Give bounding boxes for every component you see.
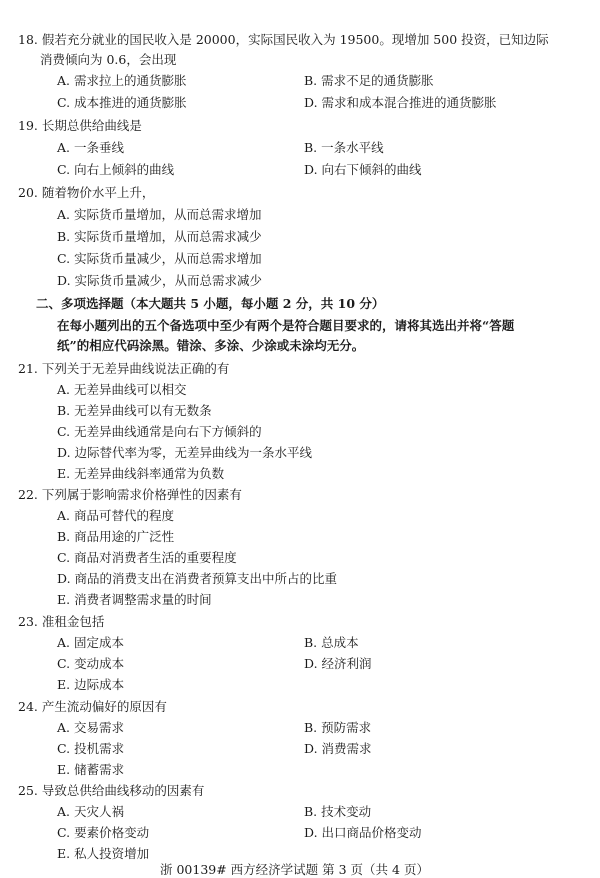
q18-option-c: C. 成本推进的通货膨胀: [57, 95, 187, 110]
q21-option-a: A. 无差异曲线可以相交: [57, 382, 187, 397]
q23-option-b: B. 总成本: [304, 635, 359, 650]
q24-stem: 24. 产生流动偏好的原因有: [18, 699, 167, 714]
q24-option-c: C. 投机需求: [57, 741, 125, 756]
q18-stem-line1: 18. 假若充分就业的国民收入是 20000，实际国民收入为 19500。现增加 500 投资，已知边际: [18, 32, 549, 47]
q18-option-a: A. 需求拉上的通货膨胀: [57, 73, 187, 88]
q18-stem-line2: 消费倾向为 0.6，会出现: [40, 52, 177, 67]
q22-option-c: C. 商品对消费者生活的重要程度: [57, 550, 237, 565]
q19-option-a: A. 一条垂线: [57, 140, 124, 155]
q23-stem: 23. 准租金包括: [18, 614, 105, 629]
q19-option-b: B. 一条水平线: [304, 140, 384, 155]
q21-option-d: D. 边际替代率为零，无差异曲线为一条水平线: [57, 445, 313, 460]
q25-option-b: B. 技术变动: [304, 804, 372, 819]
q22-option-b: B. 商品用途的广泛性: [57, 529, 175, 544]
q19-stem: 19. 长期总供给曲线是: [18, 118, 142, 133]
q25-option-a: A. 天灾人祸: [57, 804, 124, 819]
q25-option-e: E. 私人投资增加: [57, 846, 150, 861]
q21-option-c: C. 无差异曲线通常是向右下方倾斜的: [57, 424, 262, 439]
section2-heading: 二、多项选择题（本大题共 5 小题，每小题 2 分，共 10 分）: [36, 296, 385, 311]
q19-option-d: D. 向右下倾斜的曲线: [304, 162, 422, 177]
q19-option-c: C. 向右上倾斜的曲线: [57, 162, 175, 177]
q20-option-a: A. 实际货币量增加，从而总需求增加: [57, 207, 262, 222]
q23-option-e: E. 边际成本: [57, 677, 125, 692]
q24-option-b: B. 预防需求: [304, 720, 372, 735]
q20-option-c: C. 实际货币量减少，从而总需求增加: [57, 251, 262, 266]
q21-option-b: B. 无差异曲线可以有无数条: [57, 403, 212, 418]
q18-option-b: B. 需求不足的通货膨胀: [304, 73, 434, 88]
page-footer: 浙 00139# 西方经济学试题 第 3 页（共 4 页）: [160, 862, 429, 877]
q24-option-d: D. 消费需求: [304, 741, 372, 756]
section2-instruction-line1: 在每小题列出的五个备选项中至少有两个是符合题目要求的，请将其选出并将“答题: [57, 318, 515, 333]
q21-stem: 21. 下列关于无差异曲线说法正确的有: [18, 361, 230, 376]
q21-option-e: E. 无差异曲线斜率通常为负数: [57, 466, 225, 481]
q23-option-a: A. 固定成本: [57, 635, 124, 650]
q23-option-c: C. 变动成本: [57, 656, 125, 671]
q23-option-d: D. 经济利润: [304, 656, 372, 671]
q22-option-a: A. 商品可替代的程度: [57, 508, 174, 523]
q25-stem: 25. 导致总供给曲线移动的因素有: [18, 783, 205, 798]
q20-option-d: D. 实际货币量减少，从而总需求减少: [57, 273, 263, 288]
section2-instruction-line2: 纸”的相应代码涂黑。错涂、多涂、少涂或未涂均无分。: [57, 338, 365, 353]
q24-option-e: E. 储蓄需求: [57, 762, 125, 777]
q18-option-d: D. 需求和成本混合推进的通货膨胀: [304, 95, 497, 110]
q24-option-a: A. 交易需求: [57, 720, 124, 735]
q20-stem: 20. 随着物价水平上升，: [18, 185, 155, 200]
q20-option-b: B. 实际货币量增加，从而总需求减少: [57, 229, 262, 244]
q22-option-d: D. 商品的消费支出在消费者预算支出中所占的比重: [57, 571, 338, 586]
q25-option-d: D. 出口商品价格变动: [304, 825, 422, 840]
q22-option-e: E. 消费者调整需求量的时间: [57, 592, 212, 607]
q22-stem: 22. 下列属于影响需求价格弹性的因素有: [18, 487, 242, 502]
q25-option-c: C. 要素价格变动: [57, 825, 150, 840]
